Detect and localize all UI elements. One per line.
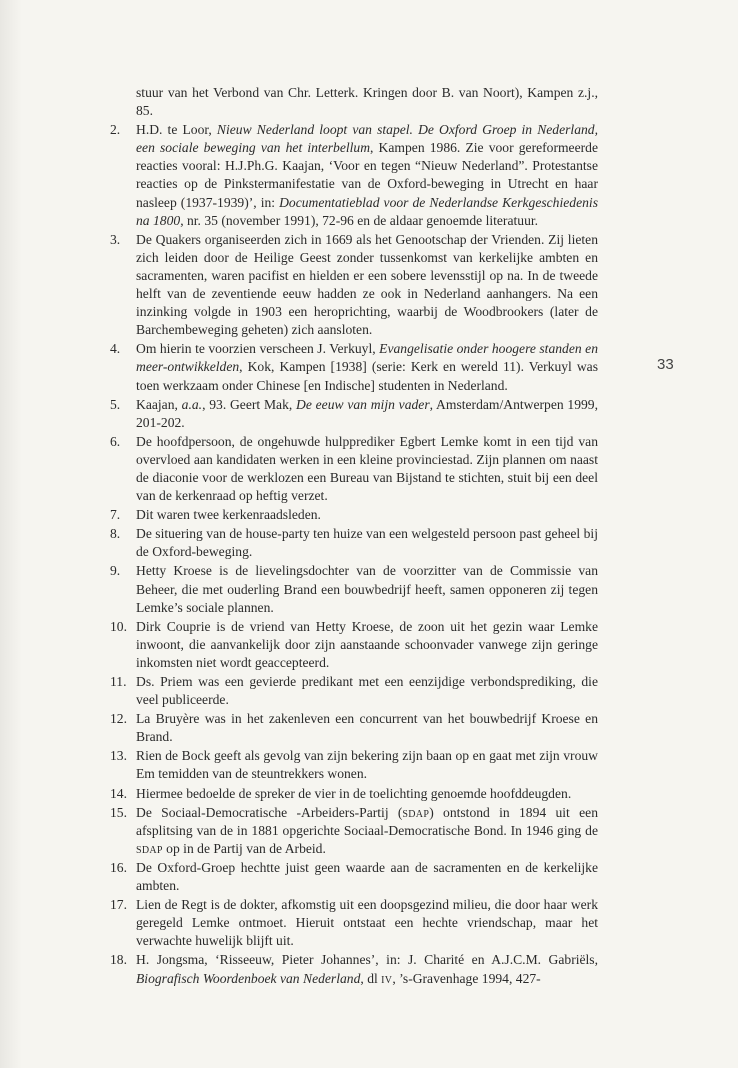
endnote	[110, 896, 598, 950]
endnote-number: 6.	[110, 433, 121, 449]
endnote-text: Kaajan,	[136, 396, 182, 412]
endnote	[110, 506, 598, 524]
endnote-number: 3.	[110, 231, 121, 247]
endnote-text: Dit waren twee kerkenraadsleden.	[136, 507, 321, 523]
endnote-text: Dirk Couprie is de vriend van Hetty Kroese, de zoon uit het gezin waar Lemke inwoont, die aanvankelijk door zijn aanstaande schoonvader vanwege zijn geringe inkomsten niet wordt geaccepteerd.	[136, 618, 598, 670]
endnote-text: , dl	[360, 970, 382, 986]
endnote-number: 11.	[110, 674, 127, 689]
endnote-text: sdap	[136, 840, 163, 856]
endnote	[110, 710, 598, 746]
endnote-number: 8.	[110, 526, 121, 542]
endnote-text: , nr. 35 (november 1991), 72-96 en de aldaar genoemde literatuur.	[180, 212, 539, 228]
endnote	[110, 231, 598, 340]
endnote-number: 9.	[110, 563, 121, 579]
endnote-number: 14.	[110, 785, 127, 801]
endnote	[110, 84, 598, 120]
endnote-text: De Sociaal-Democratische -Arbeiders-Partij (	[136, 804, 403, 820]
endnote-text: Hiermee bedoelde de spreker de vier in de toelichting genoemde hoofddeugden.	[136, 785, 572, 801]
endnote-text: , Kok, Kampen [1938] (serie: Kerk en wereld 11). Verkuyl was toen werkzaam onder Chinese [en Indische] studenten in Nederland.	[136, 359, 598, 393]
endnote-text: Biografisch Woordenboek van Nederland	[136, 970, 361, 986]
endnote-text: Ds. Priem was een gevierde predikant met een eenzijdige verbondsprediking, die veel publiceerde.	[136, 674, 598, 708]
endnote	[110, 525, 598, 561]
endnote-text: , Amsterdam/Antwerpen 1999, 201-202.	[136, 396, 599, 430]
endnote-text: Om hierin te voorzien verscheen J. Verkuyl,	[136, 341, 380, 357]
endnote-text: , Kampen 1986. Zie voor gereformeerde reacties vooral: H.J.Ph.G. Kaajan, ‘Voor en tegen “Nieuw Nederland”. Protestantse reacties op de Pinkstermanifestatie van de Oxford-beweging in Utrecht en haar nasleep (1937-1939)’, in:	[136, 140, 598, 210]
endnote	[110, 562, 598, 616]
endnote-number: 12.	[110, 711, 127, 727]
endnote-text: iv	[381, 970, 393, 986]
endnote	[110, 121, 598, 230]
endnote	[110, 951, 598, 987]
endnote	[110, 618, 598, 672]
endnote-text: a.a.	[181, 396, 203, 412]
endnote-text: De Oxford-Groep hechtte juist geen waarde aan de sacramenten en de kerkelijke ambten.	[136, 859, 598, 894]
endnote-text: H. Jongsma, ‘Risseeuw, Pieter Johannes’, in: J. Charité en A.J.C.M. Gabriëls,	[136, 952, 598, 968]
endnote-text: De eeuw van mijn vader	[296, 396, 430, 412]
endnote-text: stuur van het Verbond van Chr. Letterk. Kringen door B. van Noort), Kampen z.j., 85.	[136, 85, 598, 119]
endnote-text: Evangelisatie onder hoogere standen en meer-ontwikkelden	[136, 341, 598, 375]
endnote	[110, 747, 598, 783]
endnote-number: 15.	[110, 804, 127, 820]
endnote-text: ) ontstond in 1894 uit een afsplitsing van de in 1881 opgerichte Sociaal-Democratische Bond. In 1946 ging de	[136, 804, 598, 838]
endnote-text: sdap	[402, 804, 430, 820]
endnote-text: De Quakers organiseerden zich in 1669 als het Genootschap der Vrienden. Zij lieten zich leiden door de Heilige Geest zonder tussenkomst van kerkelijke ambten en sacramenten, waren pacifist en hielden er een sobere levensstijl op na. In de tweede helft van de zeventiende eeuw hadden ze ook in Nederland aanhangers. Na een inzinking volgde in 1903 een heroprichting, waarbij de Woodbrookers (later de Barchembeweging geheten) zich aansloten.	[136, 231, 598, 338]
endnote-text: H.D. te Loor,	[136, 122, 217, 138]
endnote	[110, 785, 598, 803]
endnote-number: 5.	[110, 396, 121, 412]
endnote-text: De hoofdpersoon, de ongehuwde hulpprediker Egbert Lemke komt in een tijd van overvloed aan kandidaten werken in een kleine provinciestad. Zijn plannen om naast de diaconie voor de werklozen een Bureau van Bijstand te stichten, stuit bij een deel van de kerkenraad op heftig verzet.	[136, 433, 598, 504]
page-number: 33	[657, 356, 674, 373]
endnote-text: , ’s-Gravenhage 1994, 427-	[392, 970, 541, 986]
endnote-number: 18.	[110, 952, 127, 968]
endnote	[110, 396, 598, 432]
endnotes-list	[110, 84, 598, 989]
endnote	[110, 340, 598, 394]
endnote-number: 7.	[110, 507, 121, 523]
endnote-number: 16.	[110, 859, 127, 875]
endnote-text: op in de Partij van de Arbeid.	[162, 840, 326, 856]
endnote	[110, 804, 598, 858]
endnote-number: 13.	[110, 748, 127, 764]
endnote-number: 10.	[110, 618, 127, 634]
endnote	[110, 433, 598, 505]
endnote-number: 17.	[110, 897, 127, 913]
endnote-text: Nieuw Nederland loopt van stapel. De Oxford Groep in Nederland, een sociale beweging van het interbellum	[136, 122, 598, 156]
page-gutter-shadow	[0, 0, 22, 1068]
endnote-text: Lien de Regt is de dokter, afkomstig uit een doopsgezind milieu, die door haar werk geregeld Lemke ontmoet. Hieruit ontstaat een hechte vriendschap, maar het verwachte huwelijk blijft uit.	[136, 897, 598, 949]
endnote	[110, 673, 598, 709]
endnote-text: Rien de Bock geeft als gevolg van zijn bekering zijn baan op en gaat met zijn vrouw Em temidden van de steuntrekkers wonen.	[136, 748, 598, 782]
endnote-text: Hetty Kroese is de lievelingsdochter van de voorzitter van de Commissie van Beheer, die met ouderling Brand een bouwbedrijf heeft, samen opponeren zij tegen Lemke’s sociale plannen.	[136, 563, 598, 615]
endnote-text: , 93. Geert Mak,	[202, 396, 297, 412]
endnote-text: De situering van de house-party ten huize van een welgesteld persoon past geheel bij de Oxford-beweging.	[136, 526, 598, 560]
endnote-text: Documentatieblad voor de Nederlandse Kerkgeschiedenis na 1800	[136, 194, 598, 228]
endnote-number: 4.	[110, 341, 121, 357]
endnote-text: La Bruyère was in het zakenleven een concurrent van het bouwbedrijf Kroese en Brand.	[136, 711, 598, 745]
endnote	[110, 859, 598, 895]
endnote-number: 2.	[110, 122, 121, 138]
